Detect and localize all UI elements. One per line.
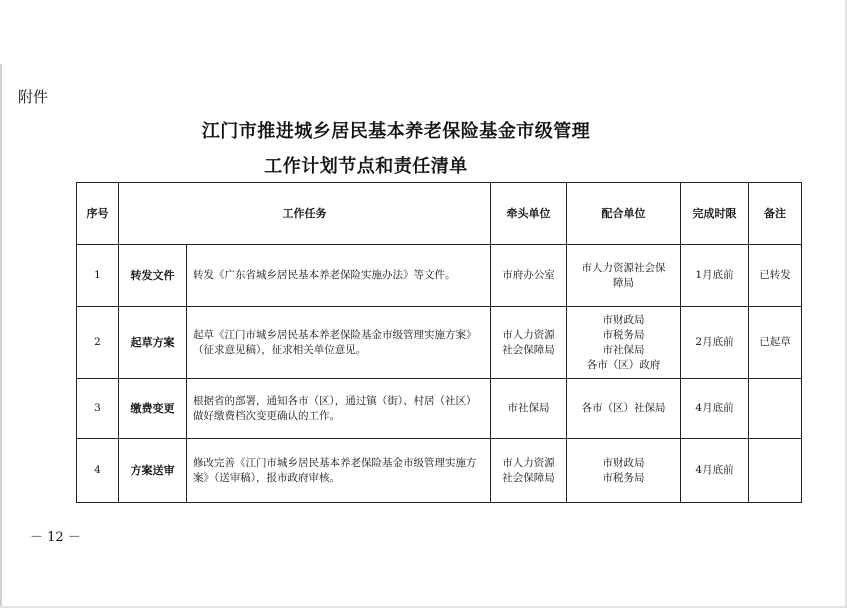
row-support [567, 439, 681, 503]
table-row [77, 439, 802, 503]
header-task: 工作任务 [119, 183, 491, 245]
page-border-left [0, 64, 2, 608]
row-note [749, 439, 802, 503]
support-line: 市税务局 [602, 471, 645, 484]
row-support [567, 245, 681, 307]
row-support [567, 379, 681, 439]
lead-line: 社会保障局 [502, 471, 555, 484]
lead-line: 市人力资源 [502, 328, 555, 341]
lead-line: 市人力资源 [502, 456, 555, 469]
document-title-line2: 工作计划节点和责任清单 [264, 156, 468, 177]
header-no: 序号 [77, 183, 119, 245]
row-task: 方案送审 [119, 439, 187, 503]
support-line: 各市（区）社保局 [581, 402, 666, 414]
row-note [749, 379, 802, 439]
row-no: 2 [77, 307, 119, 379]
row-task: 缴费变更 [119, 379, 187, 439]
support-line: 市财政局 [602, 313, 645, 326]
table-row [77, 307, 802, 379]
row-desc: 转发《广东省城乡居民基本养老保险实施办法》等文件。 [187, 245, 491, 307]
row-desc: 修改完善《江门市城乡居民基本养老保险基金市级管理实施方案》（送审稿），报市政府审核。 [187, 439, 491, 503]
row-lead: 市府办公室 [491, 245, 567, 307]
document-title-line1: 江门市推进城乡居民基本养老保险基金市级管理 [201, 121, 591, 142]
support-line: 市税务局 [602, 328, 645, 341]
table-row [77, 379, 802, 439]
lead-line: 社会保障局 [502, 343, 555, 356]
page-top-margin [0, 0, 847, 64]
support-line: 市社保局 [602, 343, 645, 356]
table-header-row [77, 183, 802, 245]
header-support: 配合单位 [567, 183, 681, 245]
row-deadline: 1月底前 [681, 245, 749, 307]
row-lead: 市社保局 [491, 379, 567, 439]
page-number: － 12 － [30, 530, 81, 545]
row-deadline: 4月底前 [681, 379, 749, 439]
header-deadline: 完成时限 [681, 183, 749, 245]
support-line: 市人力资源社会保 [581, 261, 666, 274]
plan-table [76, 182, 802, 503]
row-deadline: 2月底前 [681, 307, 749, 379]
row-lead [491, 307, 567, 379]
row-support [567, 307, 681, 379]
support-line: 障局 [613, 276, 634, 289]
row-task: 转发文件 [119, 245, 187, 307]
row-note: 已起草 [749, 307, 802, 379]
row-lead [491, 439, 567, 503]
row-no: 4 [77, 439, 119, 503]
row-deadline: 4月底前 [681, 439, 749, 503]
row-note: 已转发 [749, 245, 802, 307]
attachment-label: 附件 [18, 88, 49, 106]
header-lead: 牵头单位 [491, 183, 567, 245]
row-desc: 起草《江门市城乡居民基本养老保险基金市级管理实施方案》（征求意见稿），征求相关单位意见。 [187, 307, 491, 379]
support-line: 各市（区）政府 [586, 358, 661, 371]
header-note: 备注 [749, 183, 802, 245]
row-no: 1 [77, 245, 119, 307]
row-task: 起草方案 [119, 307, 187, 379]
row-desc: 根据省的部署，通知各市（区），通过镇（街）、村居（社区）做好缴费档次变更确认的工作。 [187, 379, 491, 439]
row-no: 3 [77, 379, 119, 439]
support-line: 市财政局 [602, 456, 645, 469]
table-row [77, 245, 802, 307]
